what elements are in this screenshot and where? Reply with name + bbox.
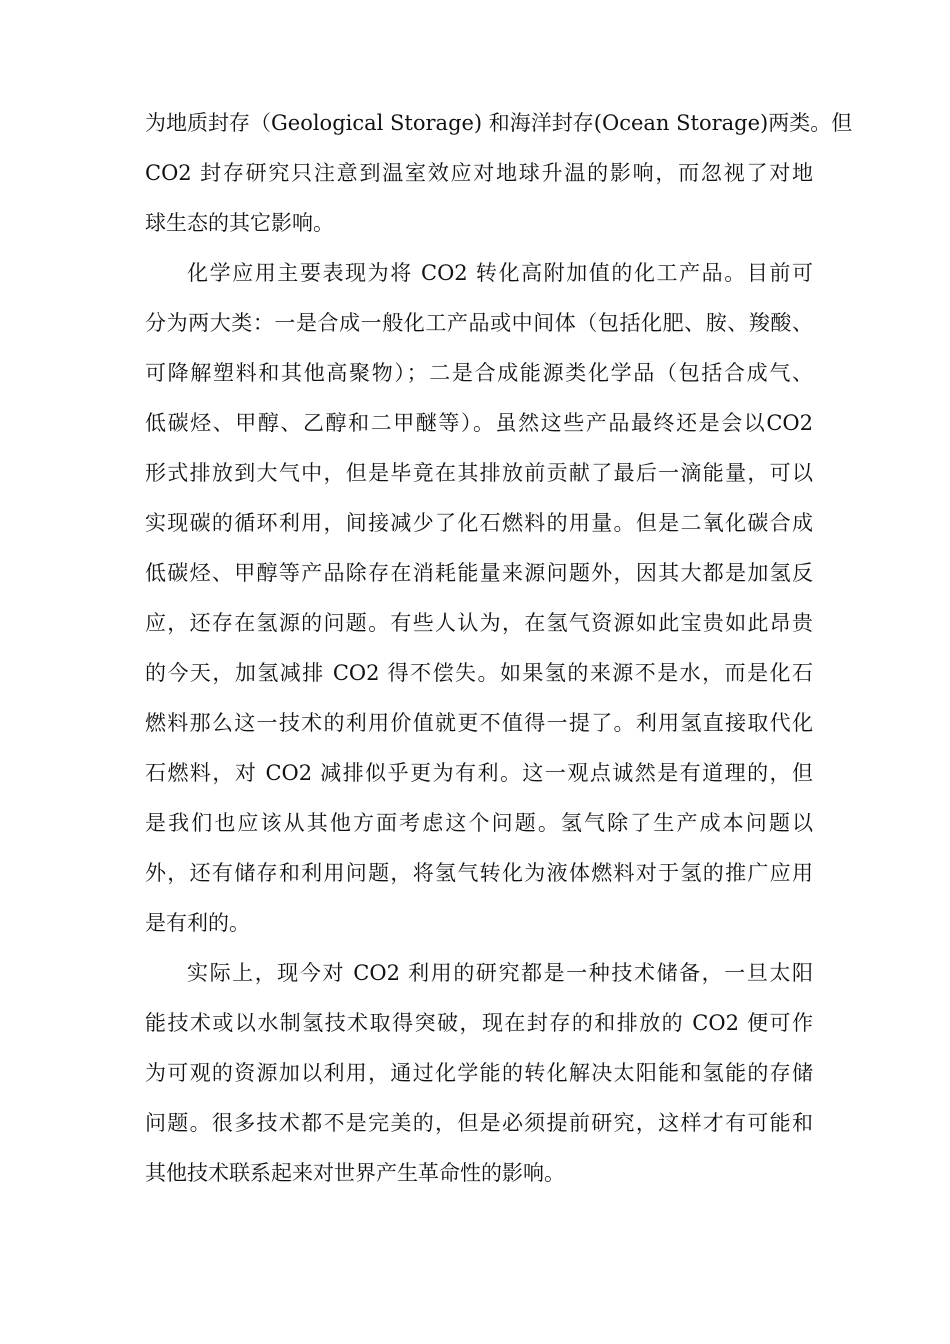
text-line: 能技术或以水制氢技术取得突破，现在封存的和排放的 CO2 便可作 bbox=[145, 1011, 813, 1035]
text-line: 分为两大类：一是合成一般化工产品或中间体（包括化肥、胺、羧酸、 bbox=[145, 311, 813, 335]
text-line: 其他技术联系起来对世界产生革命性的影响。 bbox=[145, 1161, 565, 1185]
text-line: 问题。很多技术都不是完美的，但是必须提前研究，这样才有可能和 bbox=[145, 1111, 813, 1135]
text-line: 为地质封存（Geological Storage) 和海洋封存(Ocean Storage)两类。但 bbox=[145, 111, 853, 135]
text-line: 外，还有储存和利用问题，将氢气转化为液体燃料对于氢的推广应用 bbox=[145, 861, 813, 885]
paragraph-2 bbox=[145, 248, 813, 948]
document-body bbox=[145, 98, 853, 1198]
text-line: 低碳烃、甲醇等产品除存在消耗能量来源问题外，因其大都是加氢反 bbox=[145, 561, 813, 585]
text-line: 低碳烃、甲醇、乙醇和二甲醚等）。虽然这些产品最终还是会以CO2 bbox=[145, 411, 813, 435]
text-line: 球生态的其它影响。 bbox=[145, 211, 334, 235]
text-line: 化学应用主要表现为将 CO2 转化高附加值的化工产品。目前可 bbox=[187, 261, 813, 285]
paragraph-3 bbox=[145, 948, 813, 1198]
text-line: 是有利的。 bbox=[145, 911, 250, 935]
text-line: 实现碳的循环利用，间接减少了化石燃料的用量。但是二氧化碳合成 bbox=[145, 511, 813, 535]
paragraph-1 bbox=[145, 98, 853, 248]
text-line: 可降解塑料和其他高聚物）；二是合成能源类化学品（包括合成气、 bbox=[145, 361, 813, 385]
text-line: 实际上，现今对 CO2 利用的研究都是一种技术储备，一旦太阳 bbox=[187, 961, 813, 985]
text-line: 应，还存在氢源的问题。有些人认为，在氢气资源如此宝贵如此昂贵 bbox=[145, 611, 813, 635]
text-line: 为可观的资源加以利用，通过化学能的转化解决太阳能和氢能的存储 bbox=[145, 1061, 813, 1085]
text-line: 是我们也应该从其他方面考虑这个问题。氢气除了生产成本问题以 bbox=[145, 811, 813, 835]
text-line: 的今天，加氢减排 CO2 得不偿失。如果氢的来源不是水，而是化石 bbox=[145, 661, 813, 685]
text-line: 形式排放到大气中，但是毕竟在其排放前贡献了最后一滴能量，可以 bbox=[145, 461, 813, 485]
text-line: 燃料那么这一技术的利用价值就更不值得一提了。利用氢直接取代化 bbox=[145, 711, 813, 735]
text-line: CO2 封存研究只注意到温室效应对地球升温的影响，而忽视了对地 bbox=[145, 161, 813, 185]
text-line: 石燃料，对 CO2 减排似乎更为有利。这一观点诚然是有道理的，但 bbox=[145, 761, 813, 785]
